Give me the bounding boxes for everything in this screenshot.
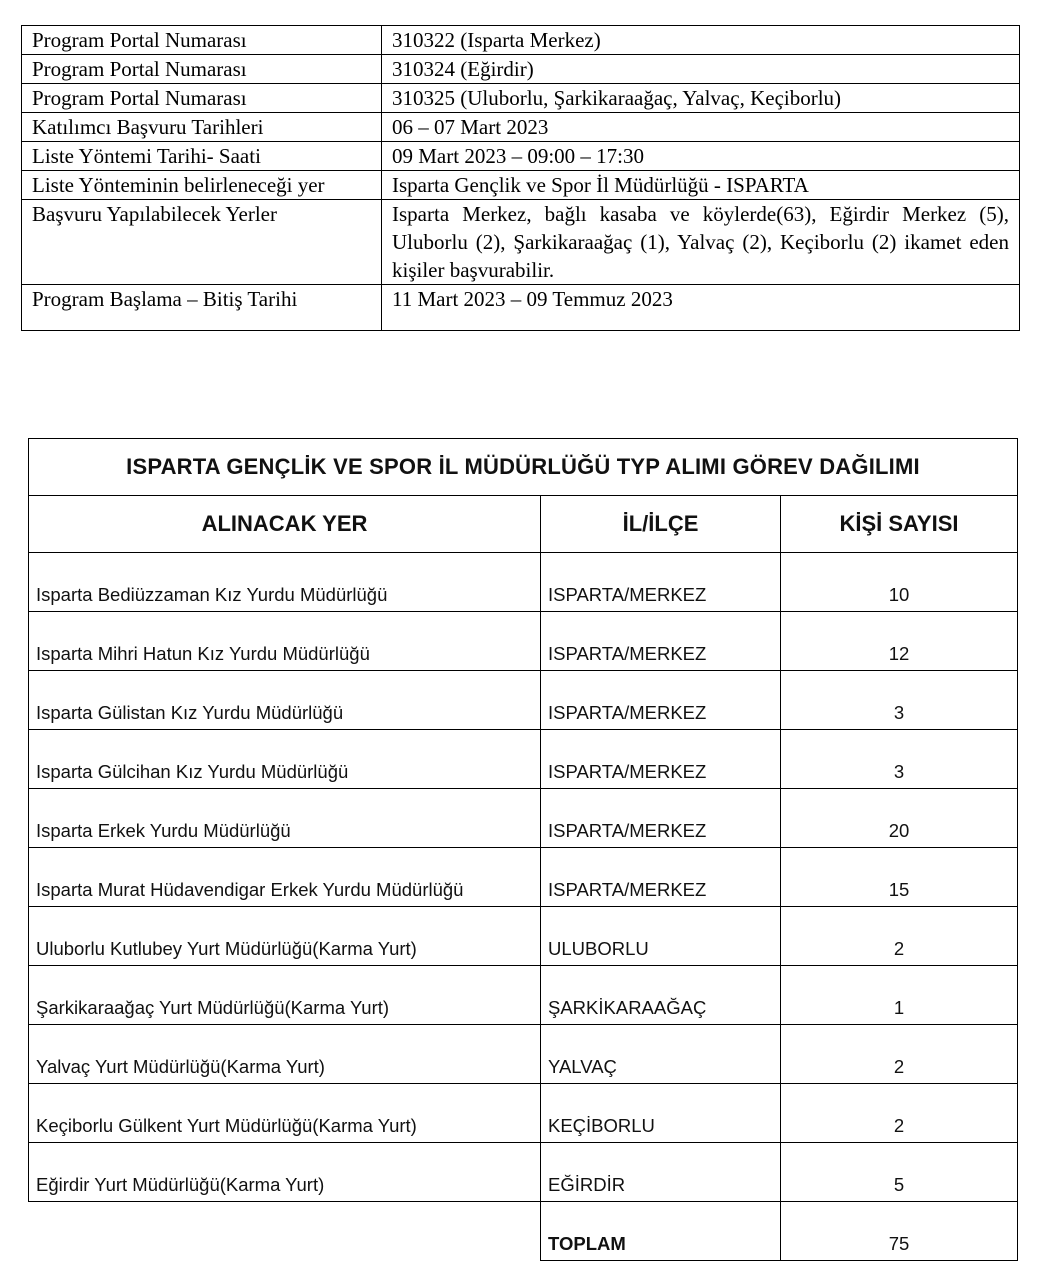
table-row xyxy=(29,966,1018,1025)
program-info-table xyxy=(21,25,1020,331)
place-cell: Keçiborlu Gülkent Yurt Müdürlüğü(Karma Yurt) xyxy=(29,1084,541,1143)
total-label: TOPLAM xyxy=(541,1202,781,1261)
info-value: 09 Mart 2023 – 09:00 – 17:30 xyxy=(382,142,1020,171)
info-label: Liste Yöntemi Tarihi- Saati xyxy=(22,142,382,171)
table-row xyxy=(29,848,1018,907)
place-cell: Isparta Mihri Hatun Kız Yurdu Müdürlüğü xyxy=(29,612,541,671)
place-cell: Isparta Murat Hüdavendigar Erkek Yurdu Müdürlüğü xyxy=(29,848,541,907)
count-cell: 2 xyxy=(781,1025,1018,1084)
table-row xyxy=(29,907,1018,966)
district-cell: ISPARTA/MERKEZ xyxy=(541,730,781,789)
info-value: 11 Mart 2023 – 09 Temmuz 2023 xyxy=(382,285,1020,331)
total-row xyxy=(29,1202,1018,1261)
count-cell: 3 xyxy=(781,730,1018,789)
info-row-portal-2 xyxy=(22,55,1020,84)
table-row xyxy=(29,1025,1018,1084)
info-row-list-method-place xyxy=(22,171,1020,200)
district-cell: YALVAÇ xyxy=(541,1025,781,1084)
distribution-head xyxy=(29,439,1018,553)
header-district: İL/İLÇE xyxy=(541,496,781,553)
count-cell: 15 xyxy=(781,848,1018,907)
district-cell: KEÇİBORLU xyxy=(541,1084,781,1143)
district-cell: ISPARTA/MERKEZ xyxy=(541,848,781,907)
table-row xyxy=(29,730,1018,789)
info-label: Program Portal Numarası xyxy=(22,84,382,113)
info-label: Liste Yönteminin belirleneceği yer xyxy=(22,171,382,200)
info-label: Başvuru Yapılabilecek Yerler xyxy=(22,200,382,285)
info-value: 310322 (Isparta Merkez) xyxy=(382,26,1020,55)
info-row-application-dates xyxy=(22,113,1020,142)
info-value: 310324 (Eğirdir) xyxy=(382,55,1020,84)
table-row xyxy=(29,612,1018,671)
count-cell: 2 xyxy=(781,1084,1018,1143)
district-cell: ŞARKİKARAAĞAÇ xyxy=(541,966,781,1025)
place-cell: Isparta Erkek Yurdu Müdürlüğü xyxy=(29,789,541,848)
table-row xyxy=(29,1084,1018,1143)
task-distribution-table xyxy=(28,438,1018,1261)
total-value: 75 xyxy=(781,1202,1018,1261)
count-cell: 1 xyxy=(781,966,1018,1025)
count-cell: 5 xyxy=(781,1143,1018,1202)
info-row-program-dates xyxy=(22,285,1020,331)
distribution-header-row xyxy=(29,496,1018,553)
info-row-list-method-date xyxy=(22,142,1020,171)
table-row xyxy=(29,671,1018,730)
program-info-body xyxy=(22,26,1020,331)
info-row-portal-1 xyxy=(22,26,1020,55)
place-cell: Şarkikaraağaç Yurt Müdürlüğü(Karma Yurt) xyxy=(29,966,541,1025)
info-label: Program Portal Numarası xyxy=(22,55,382,84)
place-cell: Isparta Gülistan Kız Yurdu Müdürlüğü xyxy=(29,671,541,730)
place-cell: Eğirdir Yurt Müdürlüğü(Karma Yurt) xyxy=(29,1143,541,1202)
header-place: ALINACAK YER xyxy=(29,496,541,553)
count-cell: 20 xyxy=(781,789,1018,848)
info-label: Program Başlama – Bitiş Tarihi xyxy=(22,285,382,331)
info-label: Katılımcı Başvuru Tarihleri xyxy=(22,113,382,142)
distribution-title: ISPARTA GENÇLİK VE SPOR İL MÜDÜRLÜĞÜ TYP ALIMI GÖREV DAĞILIMI xyxy=(29,439,1018,496)
info-value: 310325 (Uluborlu, Şarkikaraağaç, Yalvaç, Keçiborlu) xyxy=(382,84,1020,113)
place-cell: Yalvaç Yurt Müdürlüğü(Karma Yurt) xyxy=(29,1025,541,1084)
info-value: Isparta Merkez, bağlı kasaba ve köylerde(63), Eğirdir Merkez (5), Uluborlu (2), Şarkikaraağaç (1), Yalvaç (2), Keçiborlu (2) ikamet eden kişiler başvurabilir. xyxy=(382,200,1020,285)
info-row-portal-3 xyxy=(22,84,1020,113)
table-row xyxy=(29,553,1018,612)
count-cell: 2 xyxy=(781,907,1018,966)
district-cell: ISPARTA/MERKEZ xyxy=(541,789,781,848)
place-cell: Uluborlu Kutlubey Yurt Müdürlüğü(Karma Yurt) xyxy=(29,907,541,966)
info-label: Program Portal Numarası xyxy=(22,26,382,55)
district-cell: ISPARTA/MERKEZ xyxy=(541,671,781,730)
table-row xyxy=(29,789,1018,848)
distribution-body xyxy=(29,553,1018,1261)
info-row-application-places xyxy=(22,200,1020,285)
count-cell: 12 xyxy=(781,612,1018,671)
info-value: 06 – 07 Mart 2023 xyxy=(382,113,1020,142)
district-cell: EĞİRDİR xyxy=(541,1143,781,1202)
count-cell: 3 xyxy=(781,671,1018,730)
district-cell: ULUBORLU xyxy=(541,907,781,966)
district-cell: ISPARTA/MERKEZ xyxy=(541,612,781,671)
header-count: KİŞİ SAYISI xyxy=(781,496,1018,553)
distribution-title-row xyxy=(29,439,1018,496)
district-cell: ISPARTA/MERKEZ xyxy=(541,553,781,612)
place-cell: Isparta Gülcihan Kız Yurdu Müdürlüğü xyxy=(29,730,541,789)
count-cell: 10 xyxy=(781,553,1018,612)
total-spacer xyxy=(29,1202,541,1261)
info-value: Isparta Gençlik ve Spor İl Müdürlüğü - ISPARTA xyxy=(382,171,1020,200)
place-cell: Isparta Bediüzzaman Kız Yurdu Müdürlüğü xyxy=(29,553,541,612)
table-row xyxy=(29,1143,1018,1202)
